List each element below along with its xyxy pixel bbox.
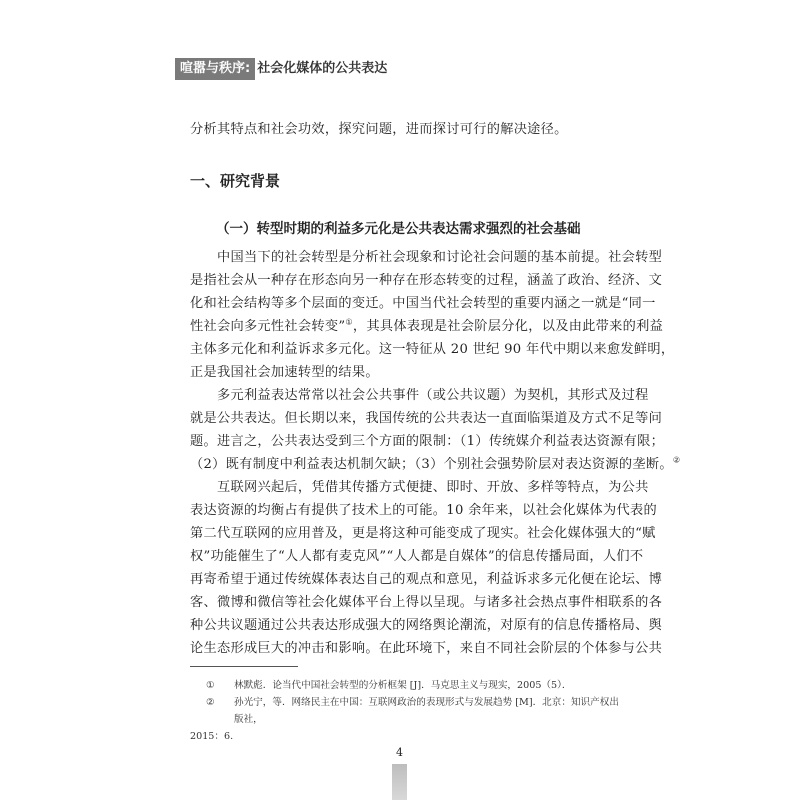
text-line: 互联网兴起后，凭借其传播方式便捷、即时、开放、多样等特点，为公共 [217, 480, 649, 495]
footnote-ref-2: ② [672, 455, 681, 465]
text-line: 论生态形成巨大的冲击和影响。在此环境下，来自不同社会阶层的个体参与公共 [190, 641, 663, 656]
footnote-text [234, 694, 622, 728]
footnote-number: ① [206, 680, 215, 691]
footnote-1 [190, 677, 622, 694]
footnote-text: 林默彪．论当代中国社会转型的分析框架 [J]．马克思主义与现实，2005（5）． [234, 680, 572, 691]
text-line: 种公共议题通过公共表达形成强大的网络舆论潮流，对原有的信息传播格局、舆 [190, 618, 663, 633]
footnote-ref-1: ① [345, 317, 353, 327]
text-line: 权”功能催生了“人人都有麦克风”“人人都是自媒体”的信息传播局面，人们不 [190, 549, 644, 564]
footnote-number: ② [206, 697, 215, 708]
text-segment: 性社会向多元性社会转变” [190, 319, 346, 334]
page-number: 4 [396, 746, 403, 759]
section-heading: 一、研究背景 [190, 172, 281, 190]
text-line: 中国当下的社会转型是分析社会现象和讨论社会问题的基本前提。社会转型 [217, 250, 663, 265]
footnote-divider [190, 666, 298, 667]
text-line: 正是我国社会加速转型的结果。 [190, 365, 379, 380]
book-title-tag: 喧嚣与秩序: [175, 58, 255, 80]
text-line-with-footnote [190, 453, 681, 476]
footnote-2-continuation [190, 728, 622, 745]
text-line: 是指社会从一种存在形态向另一种存在形态转变的过程，涵盖了政治、经济、文 [190, 273, 663, 288]
book-subtitle: 社会化媒体的公共表达 [257, 61, 388, 76]
page-edge-tab [392, 764, 407, 800]
text-line: 化和社会结构等多个层面的变迁。中国当代社会转型的重要内涵之一就是“同一 [190, 296, 656, 311]
text-line: 就是公共表达。但长期以来，我国传统的公共表达一直面临渠道及方式不足等问 [190, 411, 663, 426]
text-line-with-footnote [190, 315, 664, 338]
footnote-2 [190, 694, 622, 728]
text-line: 题。进言之，公共表达受到三个方面的限制：（1）传统媒介利益表达资源有限； [190, 434, 665, 449]
text-segment: （2）既有制度中利益表达机制欠缺；（3）个别社会强势阶层对表达资源的垄断。 [190, 457, 673, 472]
text-line: 表达资源的均衡占有提供了技术上的可能。10 余年来，以社会化媒体为代表的 [190, 503, 657, 518]
main-text [190, 246, 681, 660]
footnote-text-line: 孙光宁，等．网络民主在中国：互联网政治的表现形式与发展趋势 [M]．北京：知识产权出版社， [234, 697, 619, 725]
text-line: 主体多元化和利益诉求多元化。这一特征从 20 世纪 90 年代中期以来愈发鲜明， [190, 342, 675, 357]
text-line: 多元利益表达常常以社会公共事件（或公共议题）为契机，其形式及过程 [217, 388, 649, 403]
subsection-heading: （一）转型时期的利益多元化是公共表达需求强烈的社会基础 [216, 221, 581, 237]
text-line: 第二代互联网的应用普及，更是将这种可能变成了现实。社会化媒体强大的“赋 [190, 526, 656, 541]
text-line: 再寄希望于通过传统媒体表达自己的观点和意见，利益诉求多元化便在论坛、博 [190, 572, 663, 587]
text-line: 客、微博和微信等社会化媒体平台上得以呈现。与诸多社会热点事件相联系的各 [190, 595, 663, 610]
footnote-text-line: 2015：6. [190, 731, 234, 742]
intro-paragraph [190, 118, 622, 141]
text-segment: ，其具体表现是社会阶层分化，以及由此带来的利益 [352, 319, 664, 334]
running-header [175, 58, 387, 80]
footnotes [190, 677, 622, 745]
intro-line: 分析其特点和社会功效，探究问题，进而探讨可行的解决途径。 [190, 122, 568, 137]
